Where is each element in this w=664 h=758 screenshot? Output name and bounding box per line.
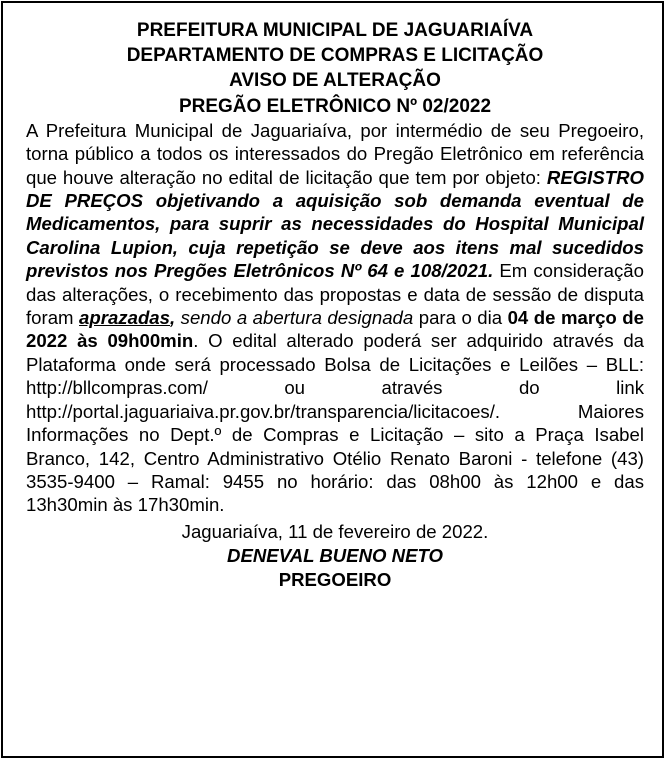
header-process-number: PREGÃO ELETRÔNICO Nº 02/2022 [178, 95, 492, 117]
place-date: Jaguariaíva, 11 de fevereiro de 2022. [181, 520, 489, 542]
body-changes: Em consideração das alterações, o recebimento das propostas e data de sessão de disputa foram [26, 260, 644, 329]
header-department: DEPARTAMENTO DE COMPRAS E LICITAÇÃO [126, 45, 544, 67]
notice-body [26, 119, 644, 517]
header-notice-type: AVISO DE ALTERAÇÃO [229, 70, 441, 92]
notice-footer [26, 520, 644, 593]
body-details: . O edital alterado poderá ser adquirido através da Plataforma onde será processado Bolsa de Licitações e Leilões – BLL: http://bllcompras.com/ ou através do link http://portal.jaguariaiva.pr.gov.br/transparencia/licitacoes/. Maiores Informações no Dept.º de Compras e Licitação – sito a Praça Isabel Branco, 142, Centro Administrativo Otélio Renato Baroni - telefone (43) 3535-9400 – Ramal: 9455 no horário: das 08h00 às 12h00 e das 13h30min às 17h30min. [26, 330, 645, 516]
body-session-date: 04 de março de 2022 às 09h00min [26, 307, 644, 352]
body-comma: , [170, 307, 176, 329]
notice-header [26, 18, 644, 119]
signatory-name: DENEVAL BUENO NETO [227, 544, 443, 566]
signatory-role: PREGOEIRO [278, 569, 392, 591]
notice-frame [1, 1, 664, 758]
body-day: para o dia [413, 307, 508, 329]
notice-content [26, 18, 644, 592]
header-municipality: PREFEITURA MUNICIPAL DE JAGUARIAÍVA [136, 20, 534, 41]
body-opening: sendo a abertura designada [175, 307, 414, 329]
body-aprazadas: aprazadas [79, 307, 170, 329]
body-object: REGISTRO DE PREÇOS objetivando a aquisição sob demanda eventual de Medicamentos, para suprir as necessidades do Hospital Municipal Carolina Lupion, cuja repetição se deve aos itens mal sucedidos previstos nos Pregões Eletrônicos Nº 64 e 108/2021. [26, 166, 644, 282]
body-intro: A Prefeitura Municipal de Jaguariaíva, por intermédio de seu Pregoeiro, torna público a todos os interessados do Pregão Eletrônico em referência que houve alteração no edital de licitação que tem por objeto: [26, 119, 644, 188]
